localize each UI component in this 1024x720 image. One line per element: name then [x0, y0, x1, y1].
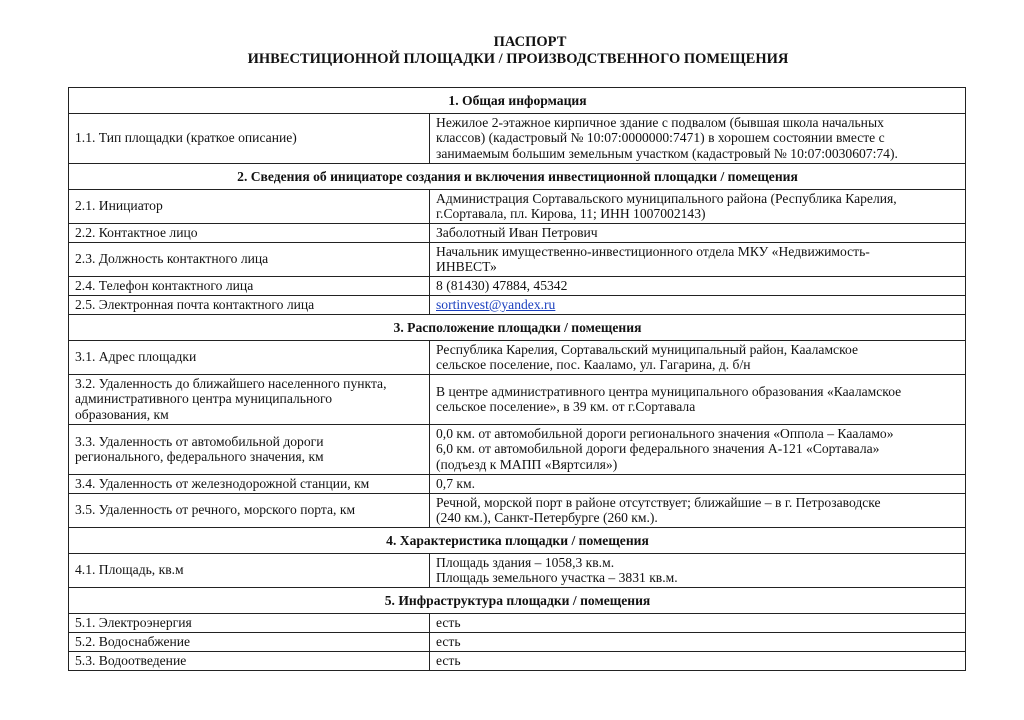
label-line: образования, км — [75, 406, 169, 422]
table-row — [69, 190, 966, 224]
value-line: Администрация Сортавальского муниципального района (Республика Карелия, — [436, 190, 897, 206]
row-label: 5.1. Электроэнергия — [69, 614, 430, 633]
value-line: (240 км.), Санкт-Петербурге (260 км.). — [436, 510, 658, 525]
value-line: 6,0 км. от автомобильной дороги федерального значения А-121 «Сортавала» — [436, 441, 880, 457]
row-label: 5.3. Водоотведение — [69, 652, 430, 671]
label-line: регионального, федерального значения, км — [75, 449, 324, 464]
table-row — [69, 425, 966, 475]
row-value: есть — [430, 652, 966, 671]
row-value — [430, 114, 966, 164]
row-label — [69, 425, 430, 475]
value-line: сельское поселение, пос. Кааламо, ул. Гагарина, д. б/н — [436, 357, 751, 372]
value-line: занимаемым большим земельным участком (кадастровый № 10:07:0030607:74). — [436, 145, 898, 161]
row-label: 2.5. Электронная почта контактного лица — [69, 296, 430, 315]
section-header-characteristics — [69, 528, 966, 554]
section-header-infrastructure — [69, 588, 966, 614]
row-label: 3.1. Адрес площадки — [69, 341, 430, 375]
section-title: 4. Характеристика площадки / помещения — [69, 528, 966, 554]
row-value — [430, 554, 966, 588]
row-value — [430, 243, 966, 277]
value-line: сельское поселение», в 39 км. от г.Сортавала — [436, 399, 696, 414]
row-value — [430, 190, 966, 224]
row-value — [430, 425, 966, 475]
row-label: 2.1. Инициатор — [69, 190, 430, 224]
table-row — [69, 341, 966, 375]
value-line: В центре административного центра муниципального образования «Кааламское — [436, 383, 902, 399]
table-row — [69, 475, 966, 494]
value-line: Площадь здания – 1058,3 кв.м. — [436, 554, 615, 570]
table-row — [69, 652, 966, 671]
row-value — [430, 375, 966, 425]
value-line: Республика Карелия, Сортавальский муниципальный район, Кааламское — [436, 341, 858, 357]
section-header-initiator — [69, 164, 966, 190]
value-line: классов) (кадастровый № 10:07:0000000:7471) в хорошем состоянии вместе с — [436, 130, 885, 146]
row-label: 4.1. Площадь, кв.м — [69, 554, 430, 588]
value-line: ИНВЕСТ» — [436, 259, 497, 274]
row-label: 5.2. Водоснабжение — [69, 633, 430, 652]
row-label: 2.4. Телефон контактного лица — [69, 277, 430, 296]
document-subtitle: ИНВЕСТИЦИОННОЙ ПЛОЩАДКИ / ПРОИЗВОДСТВЕННОГО ПОМЕЩЕНИЯ — [247, 51, 789, 67]
table-row — [69, 114, 966, 164]
row-label: 3.5. Удаленность от речного, морского порта, км — [69, 494, 430, 528]
section-title: 3. Расположение площадки / помещения — [69, 315, 966, 341]
passport-table — [68, 87, 966, 671]
label-line: 3.3. Удаленность от автомобильной дороги — [75, 433, 324, 449]
value-line: г.Сортавала, пл. Кирова, 11; ИНН 1007002143) — [436, 206, 706, 221]
table-row — [69, 554, 966, 588]
row-value — [430, 296, 966, 315]
table-row — [69, 375, 966, 425]
table-row — [69, 614, 966, 633]
section-header-location — [69, 315, 966, 341]
value-line: Нежилое 2-этажное кирпичное здание с подвалом (бывшая школа начальных — [436, 114, 884, 130]
document-title: ПАСПОРТ — [493, 34, 567, 50]
row-value: 8 (81430) 47884, 45342 — [430, 277, 966, 296]
table-row — [69, 633, 966, 652]
value-line: (подъезд к МАПП «Вяртсиля») — [436, 456, 618, 472]
section-title: 1. Общая информация — [69, 88, 966, 114]
table-row — [69, 277, 966, 296]
section-header-general — [69, 88, 966, 114]
value-line: Речной, морской порт в районе отсутствует; ближайшие – в г. Петрозаводске — [436, 494, 881, 510]
row-value: есть — [430, 614, 966, 633]
label-line: 3.2. Удаленность до ближайшего населенного пункта, — [75, 375, 387, 391]
table-row — [69, 494, 966, 528]
row-value: есть — [430, 633, 966, 652]
row-label: 2.3. Должность контактного лица — [69, 243, 430, 277]
table-row — [69, 296, 966, 315]
value-line: Площадь земельного участка – 3831 кв.м. — [436, 570, 678, 585]
section-title: 5. Инфраструктура площадки / помещения — [69, 588, 966, 614]
value-line: 0,0 км. от автомобильной дороги регионального значения «Оппола – Кааламо» — [436, 425, 894, 441]
row-value: 0,7 км. — [430, 475, 966, 494]
label-line: административного центра муниципального — [75, 391, 333, 407]
row-value — [430, 494, 966, 528]
row-label: 2.2. Контактное лицо — [69, 224, 430, 243]
row-label — [69, 375, 430, 425]
table-row — [69, 243, 966, 277]
email-link[interactable]: sortinvest@yandex.ru — [436, 296, 556, 312]
section-title: 2. Сведения об инициаторе создания и включения инвестиционной площадки / помещения — [69, 164, 966, 190]
row-label: 1.1. Тип площадки (краткое описание) — [69, 114, 430, 164]
row-value — [430, 341, 966, 375]
row-value: Заболотный Иван Петрович — [430, 224, 966, 243]
row-label: 3.4. Удаленность от железнодорожной станции, км — [69, 475, 430, 494]
value-line: Начальник имущественно-инвестиционного отдела МКУ «Недвижимость- — [436, 243, 870, 259]
table-row — [69, 224, 966, 243]
